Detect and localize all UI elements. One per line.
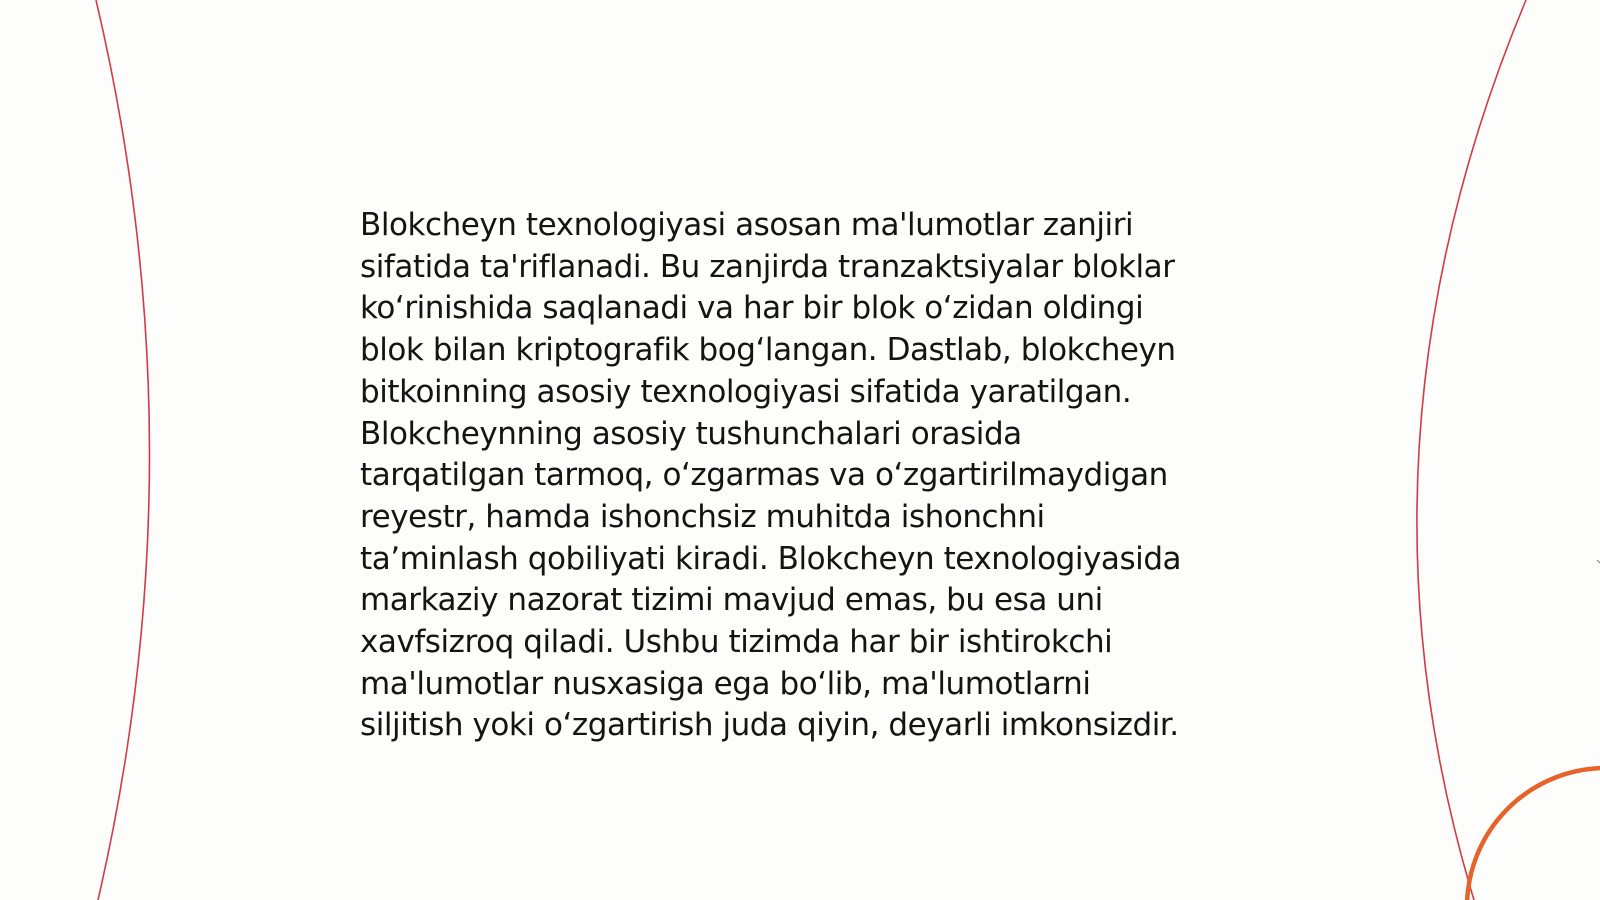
paragraph-line: siljitish yoki o‘zgartirish juda qiyin, deyarli imkonsizdir. [360,707,1179,744]
paragraph-line: Blokcheynning asosiy tushunchalari orasida [360,415,1022,452]
paragraph-line: bitkoinning asosiy texnologiyasi sifatida yaratilgan. [360,373,1132,410]
left-arc-line [96,0,150,900]
paragraph-line: ta’minlash qobiliyati kiradi. Blokcheyn texnologiyasida [360,540,1182,577]
paragraph-line: sifatida ta'riflanadi. Bu zanjirda tranzaktsiyalar bloklar [360,248,1175,285]
paragraph-line: xavfsizroq qiladi. Ushbu tizimda har bir ishtirokchi [360,624,1113,661]
paragraph-line: Blokcheyn texnologiyasi asosan ma'lumotlar zanjiri [360,207,1134,243]
paragraph-line: ko‘rinishida saqlanadi va har bir blok o‘zidan oldingi [360,290,1144,327]
paragraph-line: tarqatilgan tarmoq, o‘zgarmas va o‘zgartirilmaydigan [360,457,1168,494]
right-arc-line [1417,0,1526,900]
paragraph-line: ma'lumotlar nusxasiga ega bo‘lib, ma'lumotlarni [360,665,1091,702]
paragraph-line: markaziy nazorat tizimi mavjud emas, bu esa uni [360,582,1103,619]
body-paragraph [360,205,1260,747]
paragraph-line: reyestr, hamda ishonchsiz muhitda ishonchni [360,498,1045,535]
orange-circle-outline [1467,768,1600,900]
paragraph-line: blok bilan kriptografik bog‘langan. Dastlab, blokcheyn [360,332,1176,369]
